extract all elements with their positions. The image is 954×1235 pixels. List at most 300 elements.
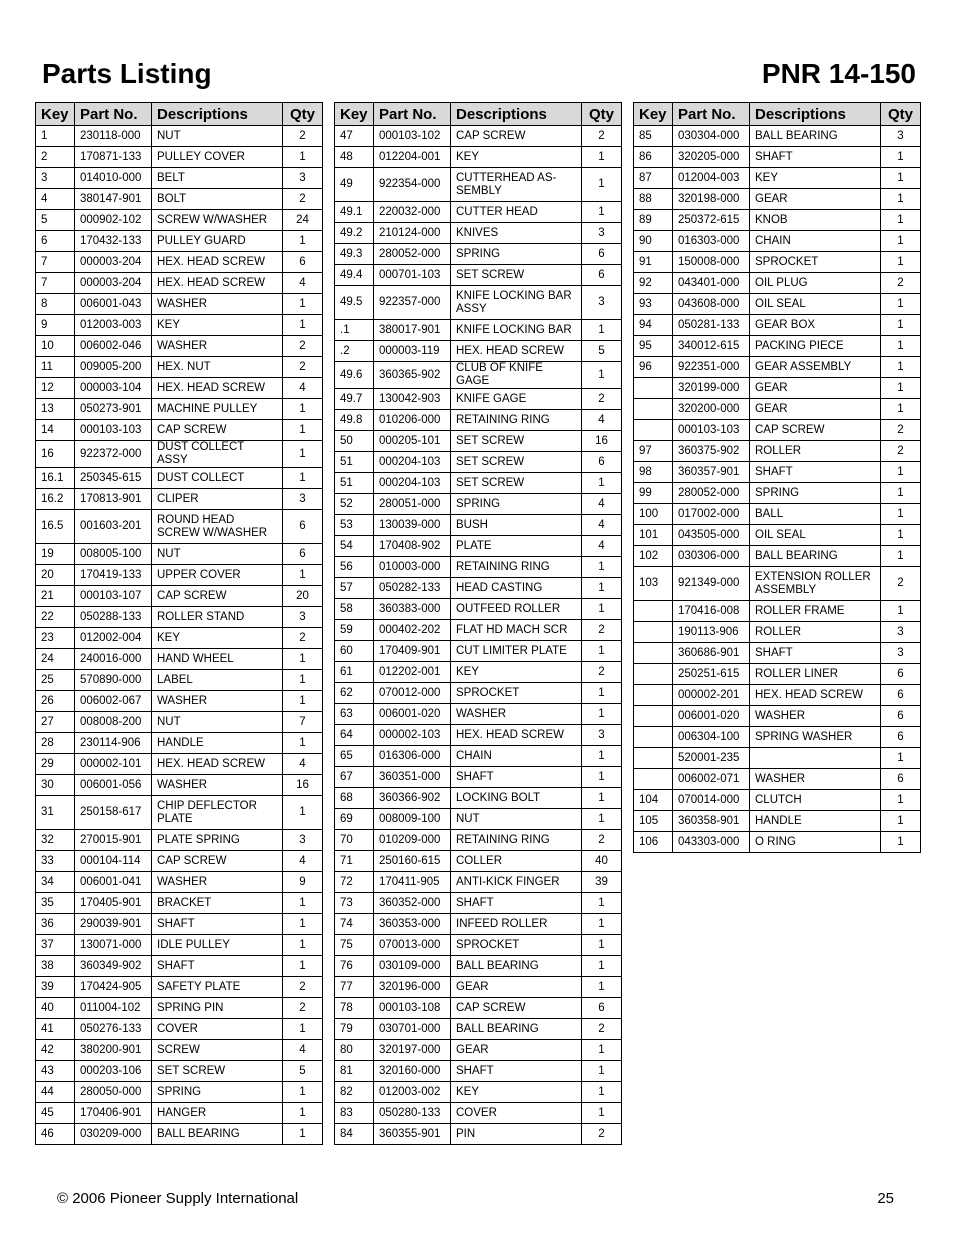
description-cell: DUST COLLECT ASSY (152, 441, 283, 468)
description-cell: GEAR (750, 189, 881, 210)
description-cell: BRACKET (152, 893, 283, 914)
part-number-cell: 000103-103 (673, 420, 750, 441)
part-number-cell: 360358-901 (673, 811, 750, 832)
part-number-cell: 000402-202 (374, 620, 451, 641)
table-row (634, 664, 921, 685)
table-row (335, 286, 622, 320)
table-row (36, 872, 323, 893)
description-cell: LABEL (152, 670, 283, 691)
qty-cell: 1 (582, 578, 622, 599)
table-row (335, 977, 622, 998)
part-number-cell: 006002-046 (75, 336, 152, 357)
part-number-cell: 170405-901 (75, 893, 152, 914)
table-row (634, 811, 921, 832)
description-cell: HAND WHEEL (152, 649, 283, 670)
table-row (36, 1061, 323, 1082)
description-cell: GEAR (750, 399, 881, 420)
description-cell: RETAINING RING (451, 410, 582, 431)
description-cell: SET SCREW (451, 431, 582, 452)
part-number-cell: 320196-000 (374, 977, 451, 998)
qty-cell: 1 (283, 1103, 323, 1124)
table-row (335, 147, 622, 168)
key-cell: 94 (634, 315, 673, 336)
description-cell: SAFETY PLATE (152, 977, 283, 998)
qty-cell: 9 (283, 872, 323, 893)
qty-cell: 3 (881, 126, 921, 147)
qty-cell: 1 (881, 315, 921, 336)
qty-cell: 1 (881, 189, 921, 210)
qty-cell: 1 (582, 362, 622, 389)
description-cell: BUSH (451, 515, 582, 536)
key-cell: 27 (36, 712, 75, 733)
table-row (36, 649, 323, 670)
part-number-cell: 012202-001 (374, 662, 451, 683)
description-cell: CAP SCREW (451, 126, 582, 147)
key-cell: 92 (634, 273, 673, 294)
table-row (634, 748, 921, 769)
description-cell: SHAFT (451, 1061, 582, 1082)
key-cell: 81 (335, 1061, 374, 1082)
key-cell: 56 (335, 557, 374, 578)
part-number-cell: 008009-100 (374, 809, 451, 830)
part-number-cell: 360351-000 (374, 767, 451, 788)
table-row (36, 914, 323, 935)
table-row (634, 483, 921, 504)
qty-cell: 2 (283, 126, 323, 147)
description-cell: SHAFT (750, 462, 881, 483)
qty-cell: 1 (582, 914, 622, 935)
description-cell: BELT (152, 168, 283, 189)
description-cell: SPROCKET (451, 683, 582, 704)
qty-cell: 6 (582, 998, 622, 1019)
part-number-cell: 170408-902 (374, 536, 451, 557)
table-row (335, 202, 622, 223)
key-cell: 91 (634, 252, 673, 273)
table-row (335, 725, 622, 746)
part-number-cell: 010003-000 (374, 557, 451, 578)
description-cell: GEAR (750, 378, 881, 399)
table-row (36, 1019, 323, 1040)
key-cell: 21 (36, 586, 75, 607)
qty-cell: 1 (582, 320, 622, 341)
description-cell: SPRING (451, 494, 582, 515)
table-row (634, 168, 921, 189)
part-number-cell: 280052-000 (374, 244, 451, 265)
key-header: Key (335, 103, 374, 126)
description-cell: COVER (451, 1103, 582, 1124)
part-number-cell: 012003-002 (374, 1082, 451, 1103)
table-row (36, 189, 323, 210)
table-row (634, 399, 921, 420)
qty-cell: 2 (582, 1019, 622, 1040)
description-cell: WASHER (750, 769, 881, 790)
description-cell: SET SCREW (451, 265, 582, 286)
table-row (335, 1103, 622, 1124)
qty-cell: 1 (283, 565, 323, 586)
table-row (634, 336, 921, 357)
part-number-cell: 000003-204 (75, 252, 152, 273)
description-cell: NUT (152, 126, 283, 147)
table-row (335, 578, 622, 599)
part-number-cell: 320160-000 (374, 1061, 451, 1082)
qty-cell: 2 (582, 830, 622, 851)
table-row (36, 126, 323, 147)
key-cell: 16 (36, 441, 75, 468)
qty-cell: 1 (881, 357, 921, 378)
table-row (36, 1040, 323, 1061)
key-cell: 39 (36, 977, 75, 998)
table-row (634, 420, 921, 441)
part-number-cell: 230118-000 (75, 126, 152, 147)
qty-cell: 1 (582, 599, 622, 620)
description-cell: HEX. NUT (152, 357, 283, 378)
key-cell (634, 420, 673, 441)
description-cell: ROLLER LINER (750, 664, 881, 685)
qty-cell: 1 (582, 641, 622, 662)
description-cell: ROLLER FRAME (750, 601, 881, 622)
qty-cell: 1 (283, 315, 323, 336)
qty-cell: 2 (582, 389, 622, 410)
description-cell: FLAT HD MACH SCR (451, 620, 582, 641)
table-row (36, 796, 323, 830)
key-cell: 38 (36, 956, 75, 977)
qty-cell: 6 (881, 727, 921, 748)
qty-cell: 6 (283, 544, 323, 565)
table-row (335, 168, 622, 202)
description-cell: SET SCREW (451, 473, 582, 494)
description-cell: COVER (152, 1019, 283, 1040)
key-cell: 26 (36, 691, 75, 712)
description-cell: SHAFT (750, 147, 881, 168)
key-cell: 67 (335, 767, 374, 788)
qty-cell: 1 (283, 796, 323, 830)
part-number-cell: 017002-000 (673, 504, 750, 525)
key-cell (634, 601, 673, 622)
description-cell: SHAFT (152, 914, 283, 935)
qty-cell: 1 (582, 956, 622, 977)
description-cell: SHAFT (750, 643, 881, 664)
qty-cell: 2 (283, 977, 323, 998)
table-row (36, 754, 323, 775)
table-row (634, 546, 921, 567)
description-cell: KEY (451, 1082, 582, 1103)
description-cell: GEAR ASSEMBLY (750, 357, 881, 378)
table-row (335, 515, 622, 536)
key-cell: 106 (634, 832, 673, 853)
description-cell: WASHER (152, 691, 283, 712)
key-cell: 64 (335, 725, 374, 746)
table-row (36, 489, 323, 510)
key-cell: 101 (634, 525, 673, 546)
part-number-cell: 000701-103 (374, 265, 451, 286)
table-row (36, 357, 323, 378)
key-cell: 59 (335, 620, 374, 641)
table-row (36, 1082, 323, 1103)
description-cell: WASHER (152, 775, 283, 796)
key-cell: 65 (335, 746, 374, 767)
key-cell: 42 (36, 1040, 75, 1061)
table-row (36, 468, 323, 489)
table-row (335, 830, 622, 851)
qty-cell: 1 (283, 1124, 323, 1145)
part-number-cell: 320197-000 (374, 1040, 451, 1061)
description-cell: BALL BEARING (152, 1124, 283, 1145)
qty-cell: 2 (582, 662, 622, 683)
part-number-cell: 043303-000 (673, 832, 750, 853)
description-cell: HANDLE (750, 811, 881, 832)
page-number: 25 (877, 1190, 894, 1207)
table-row (634, 504, 921, 525)
part-number-cell: 570890-000 (75, 670, 152, 691)
key-cell: 30 (36, 775, 75, 796)
part-number-cell: 270015-901 (75, 830, 152, 851)
qty-cell: 3 (283, 830, 323, 851)
part-number-cell: 250345-615 (75, 468, 152, 489)
qty-cell: 3 (881, 622, 921, 643)
key-cell: 20 (36, 565, 75, 586)
part-number-cell: 008008-200 (75, 712, 152, 733)
key-cell: 10 (36, 336, 75, 357)
description-cell: SPRING WASHER (750, 727, 881, 748)
qty-cell: 3 (283, 607, 323, 628)
qty-cell: 6 (582, 265, 622, 286)
qty-cell: 2 (881, 567, 921, 601)
table-row (634, 357, 921, 378)
table-row (36, 147, 323, 168)
key-cell: 11 (36, 357, 75, 378)
part-number-cell: 170871-133 (75, 147, 152, 168)
key-cell: 49.6 (335, 362, 374, 389)
part-number-cell: 016306-000 (374, 746, 451, 767)
part-number-cell: 050281-133 (673, 315, 750, 336)
key-cell: 16.5 (36, 510, 75, 544)
qty-cell: 1 (582, 147, 622, 168)
part-number-cell: 170813-901 (75, 489, 152, 510)
qty-cell: 6 (881, 664, 921, 685)
key-cell: 31 (36, 796, 75, 830)
part-number-cell: 000104-114 (75, 851, 152, 872)
description-cell: DUST COLLECT (152, 468, 283, 489)
key-cell: 85 (634, 126, 673, 147)
table-row (36, 628, 323, 649)
key-cell: 71 (335, 851, 374, 872)
part-number-cell: 006002-067 (75, 691, 152, 712)
part-number-cell: 030304-000 (673, 126, 750, 147)
part-number-cell: 922357-000 (374, 286, 451, 320)
table-row (36, 607, 323, 628)
part-number-cell: 360357-901 (673, 462, 750, 483)
part-number-cell: 170419-133 (75, 565, 152, 586)
description-cell: KNIVES (451, 223, 582, 244)
description-cell: SPRING (451, 244, 582, 265)
qty-cell: 2 (582, 620, 622, 641)
part-number-cell: 360352-000 (374, 893, 451, 914)
qty-cell: 24 (283, 210, 323, 231)
key-cell: 61 (335, 662, 374, 683)
description-cell: SET SCREW (451, 452, 582, 473)
description-cell: OIL SEAL (750, 294, 881, 315)
description-cell: PULLEY GUARD (152, 231, 283, 252)
table-row (36, 775, 323, 796)
key-cell: 1 (36, 126, 75, 147)
key-cell: 77 (335, 977, 374, 998)
part-number-cell: 030306-000 (673, 546, 750, 567)
part-number-cell: 008005-100 (75, 544, 152, 565)
part-number-cell: 014010-000 (75, 168, 152, 189)
key-cell: 16.1 (36, 468, 75, 489)
table-row (335, 244, 622, 265)
key-cell: 48 (335, 147, 374, 168)
table-row (634, 462, 921, 483)
qty-cell: 1 (582, 1082, 622, 1103)
description-cell: CAP SCREW (750, 420, 881, 441)
part-number-cell: 000103-102 (374, 126, 451, 147)
qty-cell: 4 (582, 515, 622, 536)
part-number-cell: 000003-104 (75, 378, 152, 399)
qty-cell: 1 (881, 252, 921, 273)
description-cell: KNIFE GAGE (451, 389, 582, 410)
description-cell: HEX. HEAD SCREW (750, 685, 881, 706)
table-row (335, 1124, 622, 1145)
key-cell (634, 748, 673, 769)
description-cell: NUT (451, 809, 582, 830)
key-cell: 53 (335, 515, 374, 536)
key-cell: 51 (335, 473, 374, 494)
description-cell: GEAR (451, 977, 582, 998)
qty-cell: 1 (881, 210, 921, 231)
description-cell: ROLLER (750, 622, 881, 643)
part-number-cell: 006001-020 (673, 706, 750, 727)
key-cell: 80 (335, 1040, 374, 1061)
qty-cell: 1 (283, 231, 323, 252)
qty-cell: 40 (582, 851, 622, 872)
table-row (335, 641, 622, 662)
part-number-cell: 006304-100 (673, 727, 750, 748)
table-row (36, 977, 323, 998)
description-cell: CHAIN (451, 746, 582, 767)
table-row (36, 510, 323, 544)
key-cell: 62 (335, 683, 374, 704)
qty-cell: 16 (283, 775, 323, 796)
qty-cell: 1 (582, 1061, 622, 1082)
description-cell: HEAD CASTING (451, 578, 582, 599)
description-cell: SPRING (152, 1082, 283, 1103)
table-row (36, 544, 323, 565)
qty-cell: 1 (881, 832, 921, 853)
descriptions-header: Descriptions (750, 103, 881, 126)
description-cell: RETAINING RING (451, 557, 582, 578)
table-row (36, 935, 323, 956)
table-row (634, 567, 921, 601)
description-cell: OIL PLUG (750, 273, 881, 294)
description-cell: ANTI-KICK FINGER (451, 872, 582, 893)
part-number-cell: 170411-905 (374, 872, 451, 893)
part-number-cell: 320199-000 (673, 378, 750, 399)
part-number-cell: 030209-000 (75, 1124, 152, 1145)
part-number-cell: 000002-201 (673, 685, 750, 706)
key-cell: 52 (335, 494, 374, 515)
table-row (634, 252, 921, 273)
description-cell: HEX. HEAD SCREW (152, 273, 283, 294)
part-number-cell: 240016-000 (75, 649, 152, 670)
description-cell: CLIPER (152, 489, 283, 510)
part-number-cell: 050276-133 (75, 1019, 152, 1040)
qty-cell: 1 (881, 168, 921, 189)
qty-cell: 1 (582, 704, 622, 725)
part-number-cell: 922354-000 (374, 168, 451, 202)
description-cell: SCREW W/WASHER (152, 210, 283, 231)
qty-cell: 6 (283, 510, 323, 544)
qty-cell: 1 (283, 1019, 323, 1040)
qty-cell: 1 (283, 733, 323, 754)
part-number-cell: 006001-043 (75, 294, 152, 315)
description-cell: BALL BEARING (451, 1019, 582, 1040)
qty-cell: 1 (582, 473, 622, 494)
table-row (36, 956, 323, 977)
table-row (335, 620, 622, 641)
part-number-cell: 050288-133 (75, 607, 152, 628)
part-number-cell: 250158-617 (75, 796, 152, 830)
part-number-cell: 012002-004 (75, 628, 152, 649)
description-cell: CAP SCREW (152, 586, 283, 607)
part-number-cell: 030701-000 (374, 1019, 451, 1040)
qty-cell: 1 (582, 168, 622, 202)
table-row (36, 712, 323, 733)
description-cell: CUT LIMITER PLATE (451, 641, 582, 662)
key-cell (634, 685, 673, 706)
copyright-text: © 2006 Pioneer Supply International (57, 1190, 299, 1207)
key-cell: 93 (634, 294, 673, 315)
part-number-cell: 000103-108 (374, 998, 451, 1019)
part-number-cell: 360686-901 (673, 643, 750, 664)
key-cell: 5 (36, 210, 75, 231)
description-cell: GEAR (451, 1040, 582, 1061)
part-number-cell: 380017-901 (374, 320, 451, 341)
table-row (335, 126, 622, 147)
table-row (335, 362, 622, 389)
description-cell: BALL (750, 504, 881, 525)
part-number-cell: 230114-906 (75, 733, 152, 754)
key-cell: 3 (36, 168, 75, 189)
table-row (335, 662, 622, 683)
qty-cell: 5 (283, 1061, 323, 1082)
table-row (335, 851, 622, 872)
description-cell (750, 748, 881, 769)
part-number-cell: 050282-133 (374, 578, 451, 599)
descriptions-header: Descriptions (152, 103, 283, 126)
key-cell: 96 (634, 357, 673, 378)
table-row (335, 265, 622, 286)
description-cell: SPROCKET (451, 935, 582, 956)
description-cell: SPRING (750, 483, 881, 504)
part-number-cell: 006001-056 (75, 775, 152, 796)
table-row (634, 769, 921, 790)
key-cell: 7 (36, 252, 75, 273)
description-cell: PACKING PIECE (750, 336, 881, 357)
qty-cell: 2 (283, 628, 323, 649)
qty-cell: 1 (881, 399, 921, 420)
part-number-cell: 320200-000 (673, 399, 750, 420)
qty-cell: 1 (881, 748, 921, 769)
qty-cell: 1 (881, 483, 921, 504)
qty-cell: 2 (881, 273, 921, 294)
part-number-cell: 050273-901 (75, 399, 152, 420)
key-cell: 49.7 (335, 389, 374, 410)
part-number-cell: 922351-000 (673, 357, 750, 378)
description-cell: ROLLER (750, 441, 881, 462)
qty-cell: 3 (881, 643, 921, 664)
key-cell: 69 (335, 809, 374, 830)
